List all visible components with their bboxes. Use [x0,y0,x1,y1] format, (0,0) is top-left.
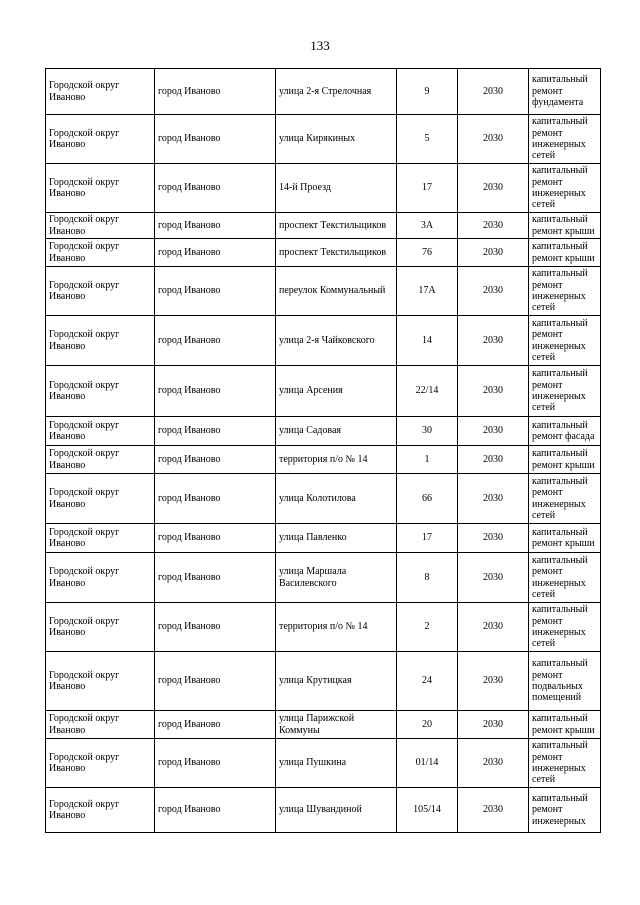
cell-city: город Иваново [155,164,276,213]
cell-street: проспект Текстильщиков [276,213,397,239]
cell-year: 2030 [458,524,529,553]
table-row [46,711,601,739]
cell-district: Городской округ Иваново [46,239,155,267]
table-row [46,553,601,603]
cell-house: 105/14 [397,788,458,833]
cell-house: 17А [397,267,458,316]
cell-year: 2030 [458,239,529,267]
cell-district: Городской округ Иваново [46,316,155,366]
cell-year: 2030 [458,603,529,652]
cell-district: Городской округ Иваново [46,417,155,446]
cell-street: переулок Коммунальный [276,267,397,316]
cell-work: капитальный ремонт инженерных сетей [529,267,601,316]
table-row [46,524,601,553]
cell-work: капитальный ремонт инженерных [529,788,601,833]
cell-year: 2030 [458,213,529,239]
cell-work: капитальный ремонт крыши [529,711,601,739]
cell-house: 76 [397,239,458,267]
cell-year: 2030 [458,417,529,446]
table-body [46,69,601,833]
table-row [46,267,601,316]
cell-street: улица 2-я Стрелочная [276,69,397,115]
cell-street: улица Парижской Коммуны [276,711,397,739]
cell-city: город Иваново [155,474,276,524]
cell-work: капитальный ремонт крыши [529,524,601,553]
cell-city: город Иваново [155,366,276,417]
cell-city: город Иваново [155,115,276,164]
table-row [46,213,601,239]
table-row [46,164,601,213]
cell-house: 8 [397,553,458,603]
cell-year: 2030 [458,316,529,366]
cell-work: капитальный ремонт инженерных сетей [529,474,601,524]
page-number: 133 [310,38,330,53]
cell-house: 2 [397,603,458,652]
cell-street: улица Маршала Василевского [276,553,397,603]
cell-street: территория п/о № 14 [276,446,397,474]
cell-house: 20 [397,711,458,739]
cell-city: город Иваново [155,603,276,652]
table-row [46,69,601,115]
cell-district: Городской округ Иваново [46,652,155,711]
table-row [46,652,601,711]
cell-district: Городской округ Иваново [46,524,155,553]
cell-city: город Иваново [155,739,276,788]
cell-house: 17 [397,164,458,213]
cell-street: улица Крутицкая [276,652,397,711]
table-row [46,739,601,788]
cell-city: город Иваново [155,69,276,115]
cell-city: город Иваново [155,553,276,603]
cell-district: Городской округ Иваново [46,115,155,164]
cell-house: 14 [397,316,458,366]
table-row [46,474,601,524]
cell-city: город Иваново [155,652,276,711]
cell-district: Городской округ Иваново [46,69,155,115]
cell-city: город Иваново [155,711,276,739]
cell-year: 2030 [458,788,529,833]
table-row [46,316,601,366]
cell-district: Городской округ Иваново [46,711,155,739]
cell-district: Городской округ Иваново [46,366,155,417]
table-row [46,417,601,446]
cell-district: Городской округ Иваново [46,474,155,524]
cell-house: 30 [397,417,458,446]
cell-street: улица Шувандиной [276,788,397,833]
cell-district: Городской округ Иваново [46,267,155,316]
cell-city: город Иваново [155,316,276,366]
table-row [46,366,601,417]
cell-district: Городской округ Иваново [46,553,155,603]
cell-street: улица Колотилова [276,474,397,524]
cell-district: Городской округ Иваново [46,739,155,788]
cell-street: улица 2-я Чайковского [276,316,397,366]
cell-district: Городской округ Иваново [46,446,155,474]
cell-city: город Иваново [155,446,276,474]
cell-street: улица Павленко [276,524,397,553]
cell-city: город Иваново [155,524,276,553]
cell-work: капитальный ремонт крыши [529,239,601,267]
repair-schedule-table [45,68,601,833]
cell-house: 5 [397,115,458,164]
cell-street: 14-й Проезд [276,164,397,213]
table-row [46,239,601,267]
cell-work: капитальный ремонт инженерных сетей [529,739,601,788]
cell-street: улица Арсения [276,366,397,417]
cell-work: капитальный ремонт инженерных сетей [529,603,601,652]
cell-work: капитальный ремонт крыши [529,213,601,239]
cell-street: проспект Текстильщиков [276,239,397,267]
cell-city: город Иваново [155,788,276,833]
cell-year: 2030 [458,267,529,316]
cell-work: капитальный ремонт инженерных сетей [529,115,601,164]
cell-house: 24 [397,652,458,711]
cell-city: город Иваново [155,417,276,446]
cell-house: 1 [397,446,458,474]
cell-year: 2030 [458,115,529,164]
cell-city: город Иваново [155,239,276,267]
table-row [46,115,601,164]
cell-year: 2030 [458,474,529,524]
cell-year: 2030 [458,739,529,788]
cell-house: 01/14 [397,739,458,788]
cell-house: 66 [397,474,458,524]
cell-district: Городской округ Иваново [46,164,155,213]
cell-house: 3А [397,213,458,239]
cell-street: улица Пушкина [276,739,397,788]
cell-year: 2030 [458,446,529,474]
cell-house: 22/14 [397,366,458,417]
cell-work: капитальный ремонт подвальных помещений [529,652,601,711]
cell-district: Городской округ Иваново [46,788,155,833]
cell-street: территория п/о № 14 [276,603,397,652]
cell-city: город Иваново [155,267,276,316]
cell-year: 2030 [458,69,529,115]
table-row [46,603,601,652]
cell-work: капитальный ремонт инженерных сетей [529,366,601,417]
cell-year: 2030 [458,553,529,603]
cell-year: 2030 [458,164,529,213]
cell-street: улица Садовая [276,417,397,446]
cell-work: капитальный ремонт крыши [529,446,601,474]
cell-street: улица Кирякиных [276,115,397,164]
cell-work: капитальный ремонт инженерных сетей [529,553,601,603]
cell-work: капитальный ремонт фундамента [529,69,601,115]
cell-year: 2030 [458,366,529,417]
cell-work: капитальный ремонт инженерных сетей [529,316,601,366]
cell-district: Городской округ Иваново [46,603,155,652]
cell-house: 9 [397,69,458,115]
cell-district: Городской округ Иваново [46,213,155,239]
cell-year: 2030 [458,652,529,711]
cell-city: город Иваново [155,213,276,239]
table-row [46,446,601,474]
table-row [46,788,601,833]
cell-house: 17 [397,524,458,553]
cell-year: 2030 [458,711,529,739]
cell-work: капитальный ремонт инженерных сетей [529,164,601,213]
cell-work: капитальный ремонт фасада [529,417,601,446]
